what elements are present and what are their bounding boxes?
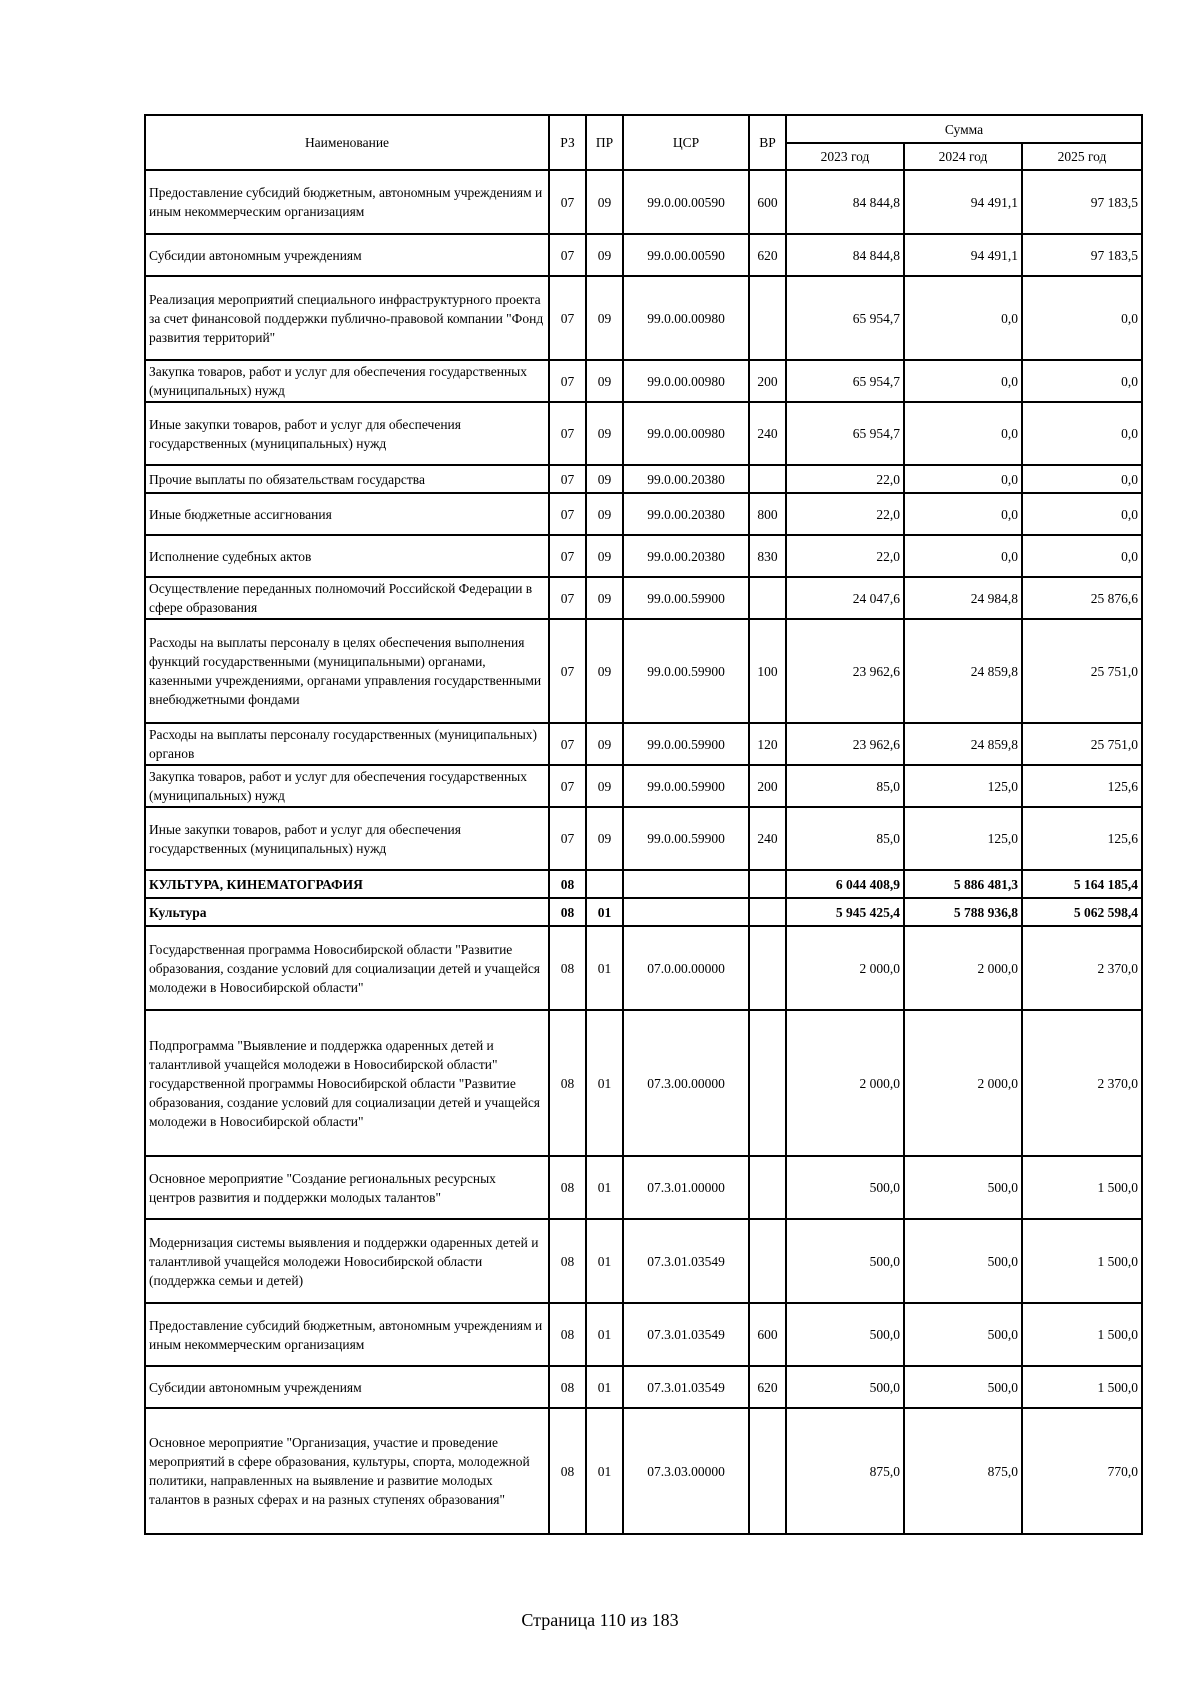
table-row [145, 360, 1142, 402]
cell-y2024: 500,0 [904, 1366, 1022, 1408]
cell-rz: 07 [549, 619, 586, 723]
cell-csr [623, 898, 749, 926]
cell-pr: 09 [586, 807, 623, 870]
cell-y2025: 25 751,0 [1022, 723, 1142, 765]
cell-y2023: 65 954,7 [786, 360, 904, 402]
table-row [145, 493, 1142, 535]
cell-rz: 07 [549, 765, 586, 807]
table-row [145, 276, 1142, 360]
cell-y2025: 0,0 [1022, 493, 1142, 535]
cell-name: Основное мероприятие "Организация, участие и проведение мероприятий в сфере образования, культуры, спорта, молодежной политики, направленных на выявление и развитие молодых талантов в разных сферах и на разных ступенях образования" [145, 1408, 549, 1534]
cell-vr [749, 870, 786, 898]
cell-name: Модернизация системы выявления и поддержки одаренных детей и талантливой учащейся молодежи Новосибирской области (поддержка семьи и детей) [145, 1219, 549, 1303]
cell-rz: 08 [549, 870, 586, 898]
table-row [145, 1303, 1142, 1366]
cell-y2025: 25 751,0 [1022, 619, 1142, 723]
cell-name: Субсидии автономным учреждениям [145, 1366, 549, 1408]
cell-csr: 07.3.01.03549 [623, 1366, 749, 1408]
cell-vr: 800 [749, 493, 786, 535]
cell-csr: 99.0.00.59900 [623, 807, 749, 870]
cell-y2023: 22,0 [786, 493, 904, 535]
cell-name: Государственная программа Новосибирской области "Развитие образования, создание условий для социализации детей и учащейся молодежи в Новосибирской области" [145, 926, 549, 1010]
cell-rz: 07 [549, 723, 586, 765]
cell-csr: 99.0.00.00980 [623, 360, 749, 402]
cell-rz: 07 [549, 465, 586, 493]
cell-y2025: 2 370,0 [1022, 1010, 1142, 1156]
cell-y2023: 84 844,8 [786, 234, 904, 276]
cell-pr: 09 [586, 360, 623, 402]
cell-pr: 09 [586, 765, 623, 807]
cell-name: Иные бюджетные ассигнования [145, 493, 549, 535]
cell-y2025: 770,0 [1022, 1408, 1142, 1534]
cell-name: Расходы на выплаты персоналу в целях обеспечения выполнения функций государственными (муниципальными) органами, казенными учреждениями, органами управления государственными внебюджетными фондами [145, 619, 549, 723]
table-row [145, 577, 1142, 619]
cell-rz: 08 [549, 1219, 586, 1303]
cell-y2023: 85,0 [786, 807, 904, 870]
cell-y2024: 94 491,1 [904, 234, 1022, 276]
cell-name: КУЛЬТУРА, КИНЕМАТОГРАФИЯ [145, 870, 549, 898]
cell-name: Расходы на выплаты персоналу государственных (муниципальных) органов [145, 723, 549, 765]
cell-y2023: 875,0 [786, 1408, 904, 1534]
cell-vr: 600 [749, 170, 786, 234]
cell-rz: 07 [549, 276, 586, 360]
cell-y2024: 0,0 [904, 402, 1022, 465]
cell-y2023: 6 044 408,9 [786, 870, 904, 898]
cell-y2024: 0,0 [904, 465, 1022, 493]
cell-y2024: 2 000,0 [904, 926, 1022, 1010]
cell-rz: 08 [549, 1010, 586, 1156]
cell-name: Субсидии автономным учреждениям [145, 234, 549, 276]
table-row [145, 234, 1142, 276]
cell-y2025: 125,6 [1022, 765, 1142, 807]
cell-y2024: 5 788 936,8 [904, 898, 1022, 926]
cell-csr: 99.0.00.59900 [623, 619, 749, 723]
cell-pr: 09 [586, 493, 623, 535]
cell-y2023: 22,0 [786, 465, 904, 493]
cell-y2024: 0,0 [904, 535, 1022, 577]
cell-rz: 07 [549, 360, 586, 402]
cell-y2024: 500,0 [904, 1156, 1022, 1219]
cell-csr: 99.0.00.59900 [623, 765, 749, 807]
cell-name: Культура [145, 898, 549, 926]
cell-vr: 240 [749, 402, 786, 465]
cell-y2024: 94 491,1 [904, 170, 1022, 234]
col-header-sum: Сумма [786, 115, 1142, 143]
cell-vr [749, 898, 786, 926]
cell-y2024: 5 886 481,3 [904, 870, 1022, 898]
cell-csr [623, 870, 749, 898]
cell-name: Предоставление субсидий бюджетным, автономным учреждениям и иным некоммерческим организациям [145, 170, 549, 234]
table-row [145, 807, 1142, 870]
cell-vr: 620 [749, 1366, 786, 1408]
table-row [145, 898, 1142, 926]
cell-y2025: 0,0 [1022, 402, 1142, 465]
table-row [145, 402, 1142, 465]
cell-y2025: 1 500,0 [1022, 1366, 1142, 1408]
cell-rz: 07 [549, 807, 586, 870]
cell-pr: 09 [586, 276, 623, 360]
table-row [145, 170, 1142, 234]
cell-vr [749, 465, 786, 493]
table-row [145, 1408, 1142, 1534]
cell-pr: 01 [586, 1219, 623, 1303]
cell-pr: 01 [586, 1156, 623, 1219]
page-number: Страница 110 из 183 [521, 1610, 679, 1630]
cell-csr: 07.3.01.03549 [623, 1219, 749, 1303]
cell-y2025: 5 062 598,4 [1022, 898, 1142, 926]
cell-csr: 99.0.00.20380 [623, 465, 749, 493]
cell-csr: 07.3.00.00000 [623, 1010, 749, 1156]
cell-pr: 01 [586, 1366, 623, 1408]
cell-y2023: 500,0 [786, 1303, 904, 1366]
cell-y2025: 1 500,0 [1022, 1303, 1142, 1366]
cell-y2023: 85,0 [786, 765, 904, 807]
cell-y2025: 97 183,5 [1022, 170, 1142, 234]
col-header-2023: 2023 год [786, 143, 904, 170]
cell-y2023: 5 945 425,4 [786, 898, 904, 926]
cell-pr: 09 [586, 465, 623, 493]
cell-name: Иные закупки товаров, работ и услуг для обеспечения государственных (муниципальных) нужд [145, 402, 549, 465]
cell-vr: 200 [749, 360, 786, 402]
cell-vr: 100 [749, 619, 786, 723]
cell-y2024: 24 984,8 [904, 577, 1022, 619]
cell-name: Прочие выплаты по обязательствам государства [145, 465, 549, 493]
cell-y2024: 500,0 [904, 1303, 1022, 1366]
cell-y2023: 65 954,7 [786, 402, 904, 465]
cell-y2024: 875,0 [904, 1408, 1022, 1534]
col-header-pr: ПР [586, 115, 623, 170]
cell-y2025: 97 183,5 [1022, 234, 1142, 276]
cell-y2024: 125,0 [904, 765, 1022, 807]
cell-y2024: 0,0 [904, 493, 1022, 535]
cell-vr: 120 [749, 723, 786, 765]
cell-y2024: 24 859,8 [904, 723, 1022, 765]
cell-y2023: 23 962,6 [786, 619, 904, 723]
cell-csr: 99.0.00.00980 [623, 402, 749, 465]
cell-y2023: 24 047,6 [786, 577, 904, 619]
cell-pr: 01 [586, 1408, 623, 1534]
table-row [145, 535, 1142, 577]
cell-pr: 09 [586, 535, 623, 577]
cell-name: Подпрограмма "Выявление и поддержка одаренных детей и талантливой учащейся молодежи в Новосибирской области" государственной программы Новосибирской области "Развитие образования, создание условий для социализации детей и учащейся молодежи в Новосибирской области" [145, 1010, 549, 1156]
cell-pr: 01 [586, 1010, 623, 1156]
cell-vr [749, 1156, 786, 1219]
cell-pr: 09 [586, 170, 623, 234]
cell-csr: 07.3.03.00000 [623, 1408, 749, 1534]
cell-vr [749, 926, 786, 1010]
cell-csr: 07.0.00.00000 [623, 926, 749, 1010]
cell-name: Реализация мероприятий специального инфраструктурного проекта за счет финансовой поддержки публично-правовой компании "Фонд развития территорий" [145, 276, 549, 360]
cell-y2024: 500,0 [904, 1219, 1022, 1303]
cell-y2025: 1 500,0 [1022, 1156, 1142, 1219]
cell-y2023: 500,0 [786, 1366, 904, 1408]
table-row [145, 619, 1142, 723]
cell-vr: 240 [749, 807, 786, 870]
cell-y2023: 65 954,7 [786, 276, 904, 360]
cell-y2025: 0,0 [1022, 535, 1142, 577]
cell-pr: 01 [586, 926, 623, 1010]
cell-rz: 08 [549, 926, 586, 1010]
cell-pr: 09 [586, 577, 623, 619]
cell-csr: 99.0.00.59900 [623, 577, 749, 619]
cell-vr [749, 276, 786, 360]
table-row [145, 926, 1142, 1010]
cell-y2023: 23 962,6 [786, 723, 904, 765]
cell-name: Предоставление субсидий бюджетным, автономным учреждениям и иным некоммерческим организациям [145, 1303, 549, 1366]
cell-rz: 07 [549, 493, 586, 535]
col-header-rz: РЗ [549, 115, 586, 170]
cell-csr: 99.0.00.00590 [623, 234, 749, 276]
header-row-top [145, 115, 1142, 143]
cell-y2025: 5 164 185,4 [1022, 870, 1142, 898]
cell-pr: 01 [586, 898, 623, 926]
cell-vr: 830 [749, 535, 786, 577]
cell-name: Исполнение судебных актов [145, 535, 549, 577]
cell-y2023: 22,0 [786, 535, 904, 577]
cell-pr: 01 [586, 1303, 623, 1366]
col-header-csr: ЦСР [623, 115, 749, 170]
cell-vr [749, 1408, 786, 1534]
cell-rz: 08 [549, 1303, 586, 1366]
cell-rz: 08 [549, 1156, 586, 1219]
cell-y2023: 500,0 [786, 1156, 904, 1219]
cell-rz: 07 [549, 170, 586, 234]
cell-y2023: 84 844,8 [786, 170, 904, 234]
cell-pr [586, 870, 623, 898]
cell-csr: 99.0.00.59900 [623, 723, 749, 765]
col-header-2025: 2025 год [1022, 143, 1142, 170]
cell-y2025: 2 370,0 [1022, 926, 1142, 1010]
cell-y2024: 125,0 [904, 807, 1022, 870]
table-row [145, 1010, 1142, 1156]
cell-csr: 99.0.00.00980 [623, 276, 749, 360]
table-row [145, 870, 1142, 898]
cell-vr [749, 1219, 786, 1303]
cell-y2023: 2 000,0 [786, 926, 904, 1010]
col-header-2024: 2024 год [904, 143, 1022, 170]
cell-rz: 07 [549, 535, 586, 577]
cell-rz: 07 [549, 402, 586, 465]
table-row [145, 723, 1142, 765]
cell-rz: 08 [549, 1408, 586, 1534]
cell-y2025: 0,0 [1022, 360, 1142, 402]
cell-y2025: 125,6 [1022, 807, 1142, 870]
cell-y2024: 2 000,0 [904, 1010, 1022, 1156]
cell-rz: 08 [549, 898, 586, 926]
cell-y2023: 500,0 [786, 1219, 904, 1303]
cell-y2025: 25 876,6 [1022, 577, 1142, 619]
cell-name: Закупка товаров, работ и услуг для обеспечения государственных (муниципальных) нужд [145, 360, 549, 402]
table-row [145, 765, 1142, 807]
cell-pr: 09 [586, 402, 623, 465]
table-row [145, 465, 1142, 493]
col-header-name: Наименование [145, 115, 549, 170]
col-header-vr: ВР [749, 115, 786, 170]
cell-csr: 07.3.01.00000 [623, 1156, 749, 1219]
cell-vr [749, 1010, 786, 1156]
cell-csr: 99.0.00.00590 [623, 170, 749, 234]
cell-csr: 99.0.00.20380 [623, 493, 749, 535]
table-row [145, 1219, 1142, 1303]
cell-y2024: 0,0 [904, 360, 1022, 402]
cell-y2025: 0,0 [1022, 465, 1142, 493]
cell-name: Закупка товаров, работ и услуг для обеспечения государственных (муниципальных) нужд [145, 765, 549, 807]
table-body [145, 170, 1142, 1534]
cell-name: Иные закупки товаров, работ и услуг для обеспечения государственных (муниципальных) нужд [145, 807, 549, 870]
cell-vr [749, 577, 786, 619]
cell-csr: 99.0.00.20380 [623, 535, 749, 577]
cell-rz: 07 [549, 577, 586, 619]
cell-vr: 600 [749, 1303, 786, 1366]
cell-name: Осуществление переданных полномочий Российской Федерации в сфере образования [145, 577, 549, 619]
cell-rz: 07 [549, 234, 586, 276]
cell-y2023: 2 000,0 [786, 1010, 904, 1156]
cell-pr: 09 [586, 723, 623, 765]
cell-name: Основное мероприятие "Создание региональных ресурсных центров развития и поддержки молодых талантов" [145, 1156, 549, 1219]
table-row [145, 1366, 1142, 1408]
cell-pr: 09 [586, 234, 623, 276]
cell-pr: 09 [586, 619, 623, 723]
cell-y2024: 24 859,8 [904, 619, 1022, 723]
cell-rz: 08 [549, 1366, 586, 1408]
budget-table [144, 114, 1143, 1535]
cell-y2025: 1 500,0 [1022, 1219, 1142, 1303]
cell-csr: 07.3.01.03549 [623, 1303, 749, 1366]
cell-y2024: 0,0 [904, 276, 1022, 360]
cell-vr: 200 [749, 765, 786, 807]
table-row [145, 1156, 1142, 1219]
cell-y2025: 0,0 [1022, 276, 1142, 360]
cell-vr: 620 [749, 234, 786, 276]
